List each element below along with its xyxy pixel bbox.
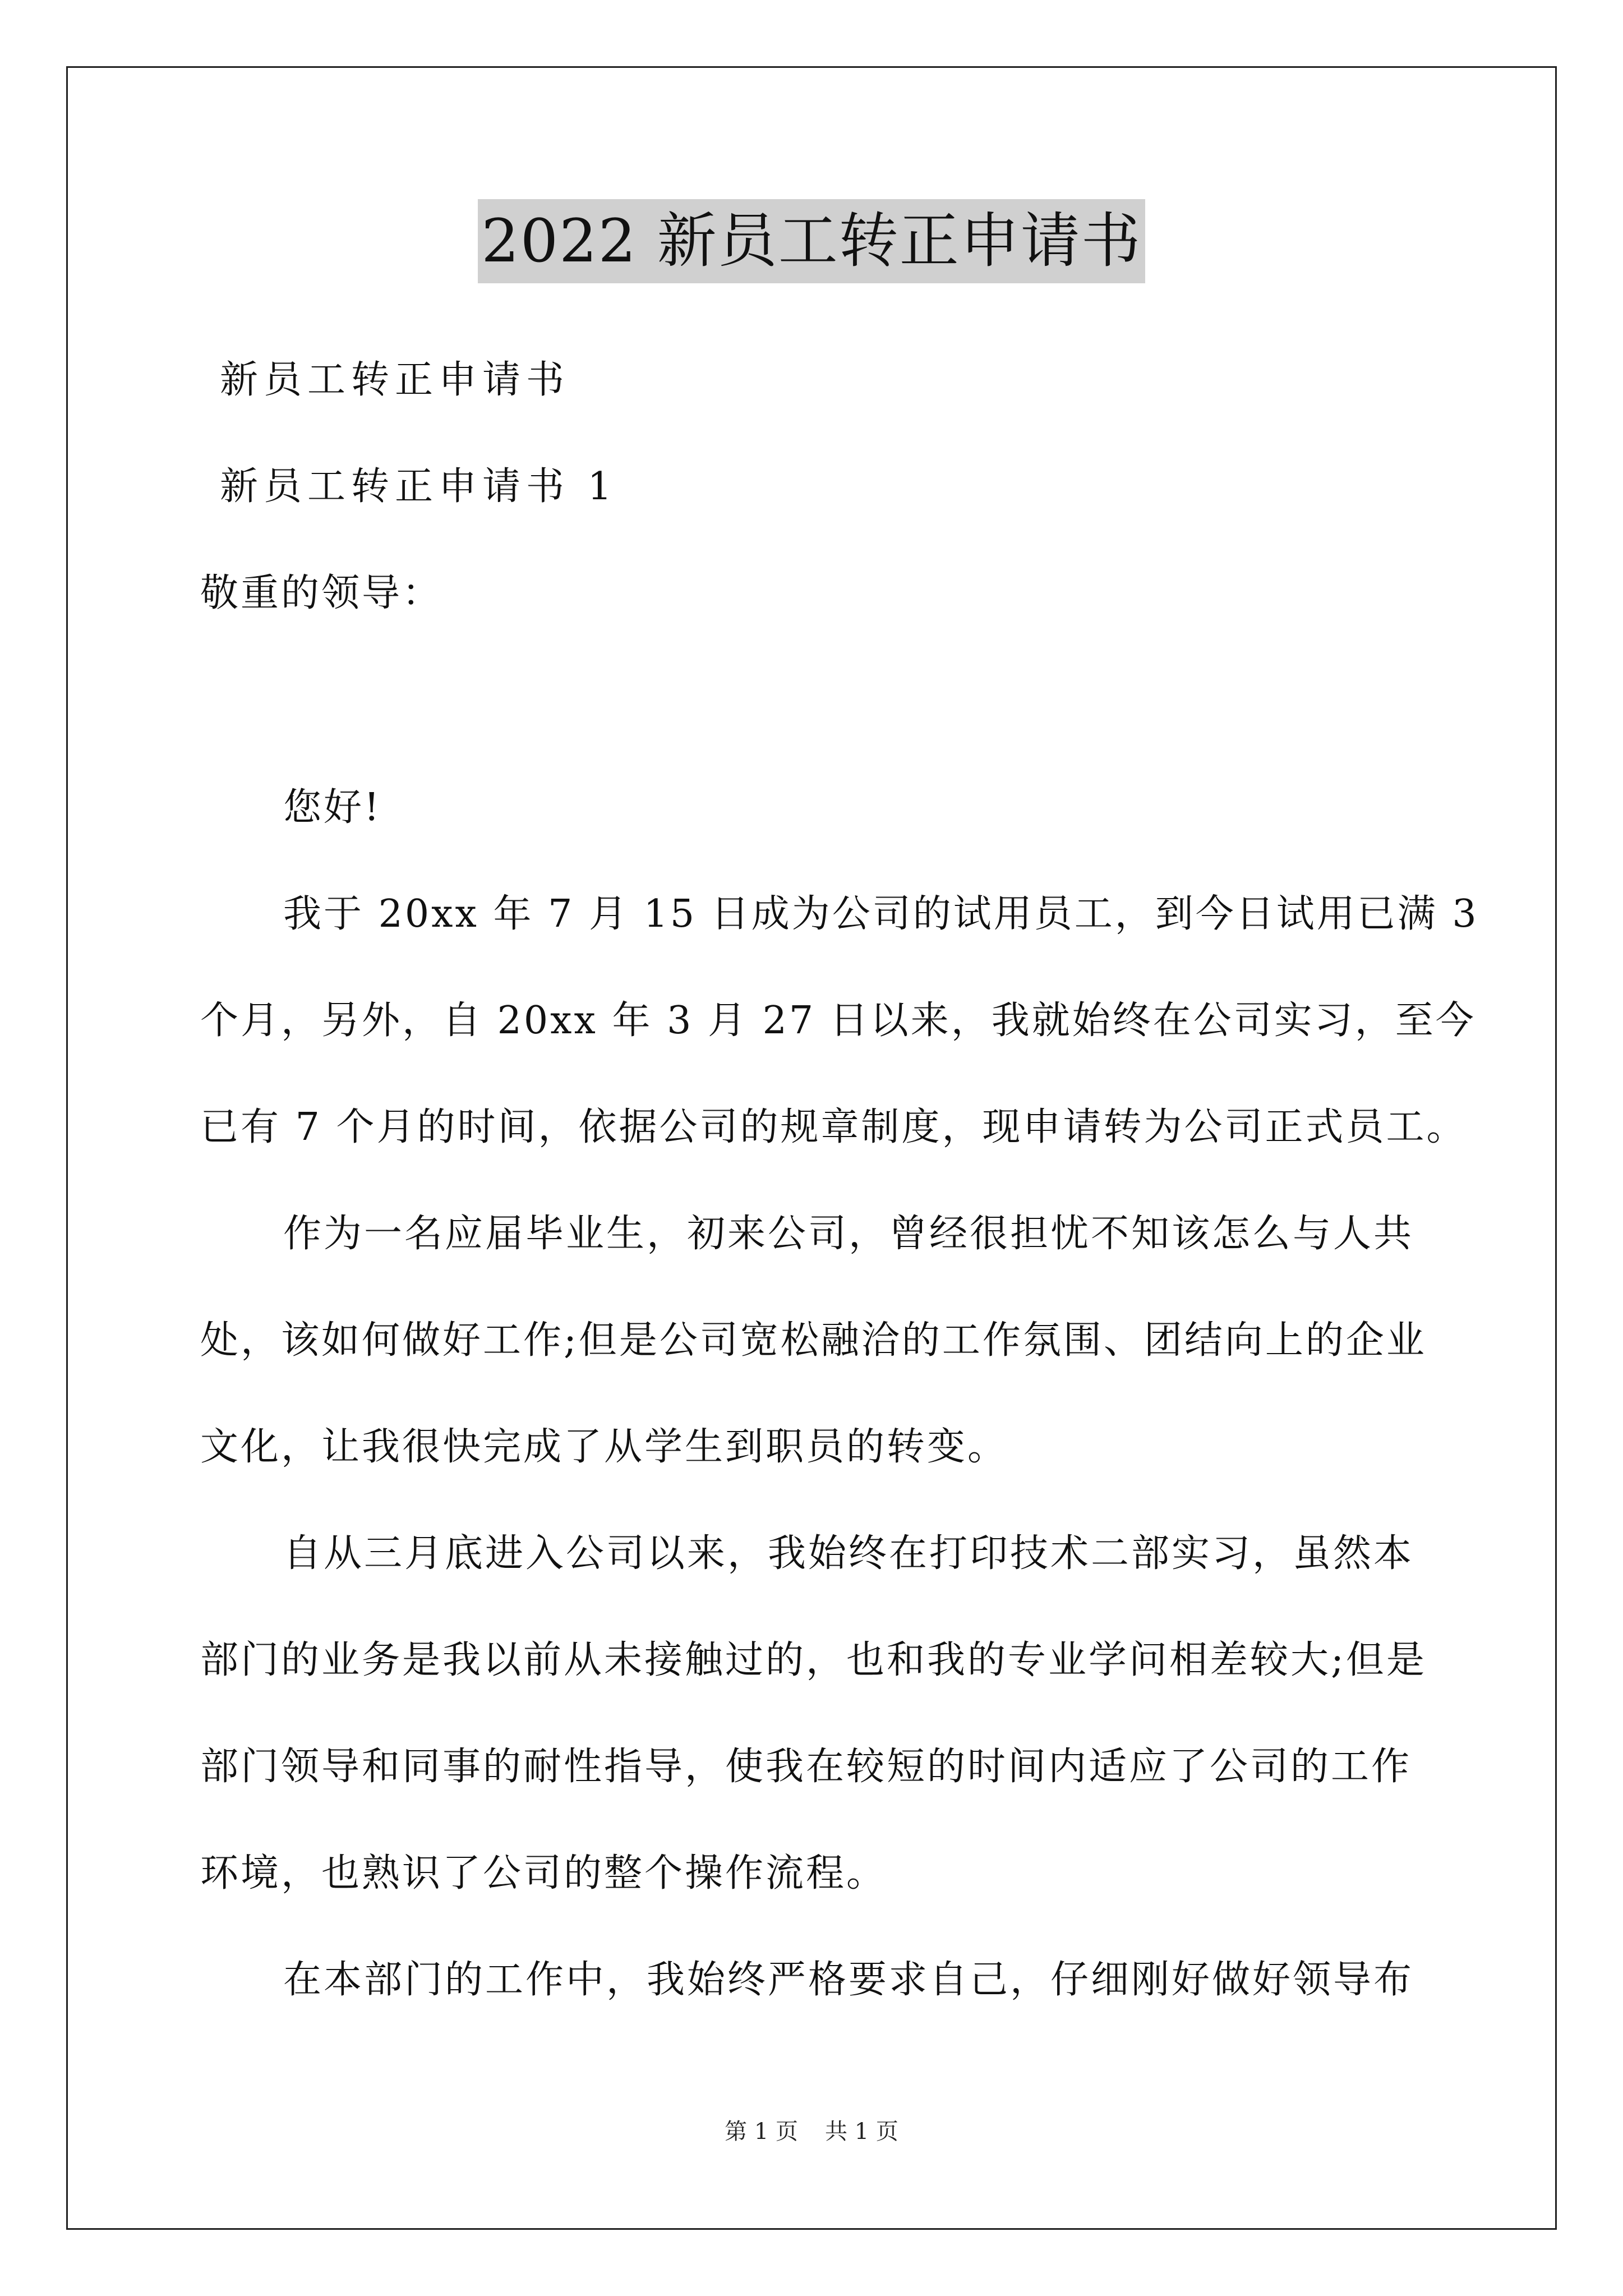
paragraph-line: 我于 20xx 年 7 月 15 日成为公司的试用员工，到今日试用已满 3 bbox=[283, 892, 1479, 936]
paragraph-line: 部门领导和同事的耐性指导，使我在较短的时间内适应了公司的工作 bbox=[200, 1745, 1412, 1789]
paragraph-line: 作为一名应届毕业生，初来公司，曾经很担忧不知该怎么与人共 bbox=[283, 1212, 1414, 1256]
page-total: 共 1 页 bbox=[825, 2119, 898, 2145]
subtitle-line: 新员工转正申请书 bbox=[220, 358, 570, 402]
paragraph-line: 环境，也熟识了公司的整个操作流程。 bbox=[200, 1851, 887, 1895]
paragraph-line: 自从三月底进入公司以来，我始终在打印技术二部实习，虽然本 bbox=[283, 1531, 1414, 1576]
paragraph-line: 个月，另外，自 20xx 年 3 月 27 日以来，我就始终在公司实习，至今 bbox=[200, 999, 1476, 1043]
paragraph-line: 已有 7 个月的时间，依据公司的规章制度，现申请转为公司正式员工。 bbox=[200, 1105, 1467, 1149]
paragraph-line: 您好! bbox=[283, 785, 382, 830]
document-title: 2022 新员工转正申请书 bbox=[478, 199, 1145, 283]
paragraph-line: 文化，让我很快完成了从学生到职员的转变。 bbox=[200, 1425, 1008, 1469]
paragraph-line: 在本部门的工作中，我始终严格要求自己，仔细刚好做好领导布 bbox=[283, 1958, 1414, 2002]
page-number: 第 1 页 bbox=[725, 2119, 798, 2145]
salutation: 敬重的领导： bbox=[200, 571, 443, 615]
paragraph-line: 处，该如何做好工作;但是公司宽松融洽的工作氛围、团结向上的企业 bbox=[200, 1318, 1427, 1363]
page-footer bbox=[0, 2115, 1623, 2148]
paragraph-line: 部门的业务是我以前从未接触过的，也和我的专业学问相差较大;但是 bbox=[200, 1638, 1427, 1682]
title-container bbox=[0, 199, 1623, 283]
subtitle-line-numbered: 新员工转正申请书 1 bbox=[220, 464, 617, 509]
